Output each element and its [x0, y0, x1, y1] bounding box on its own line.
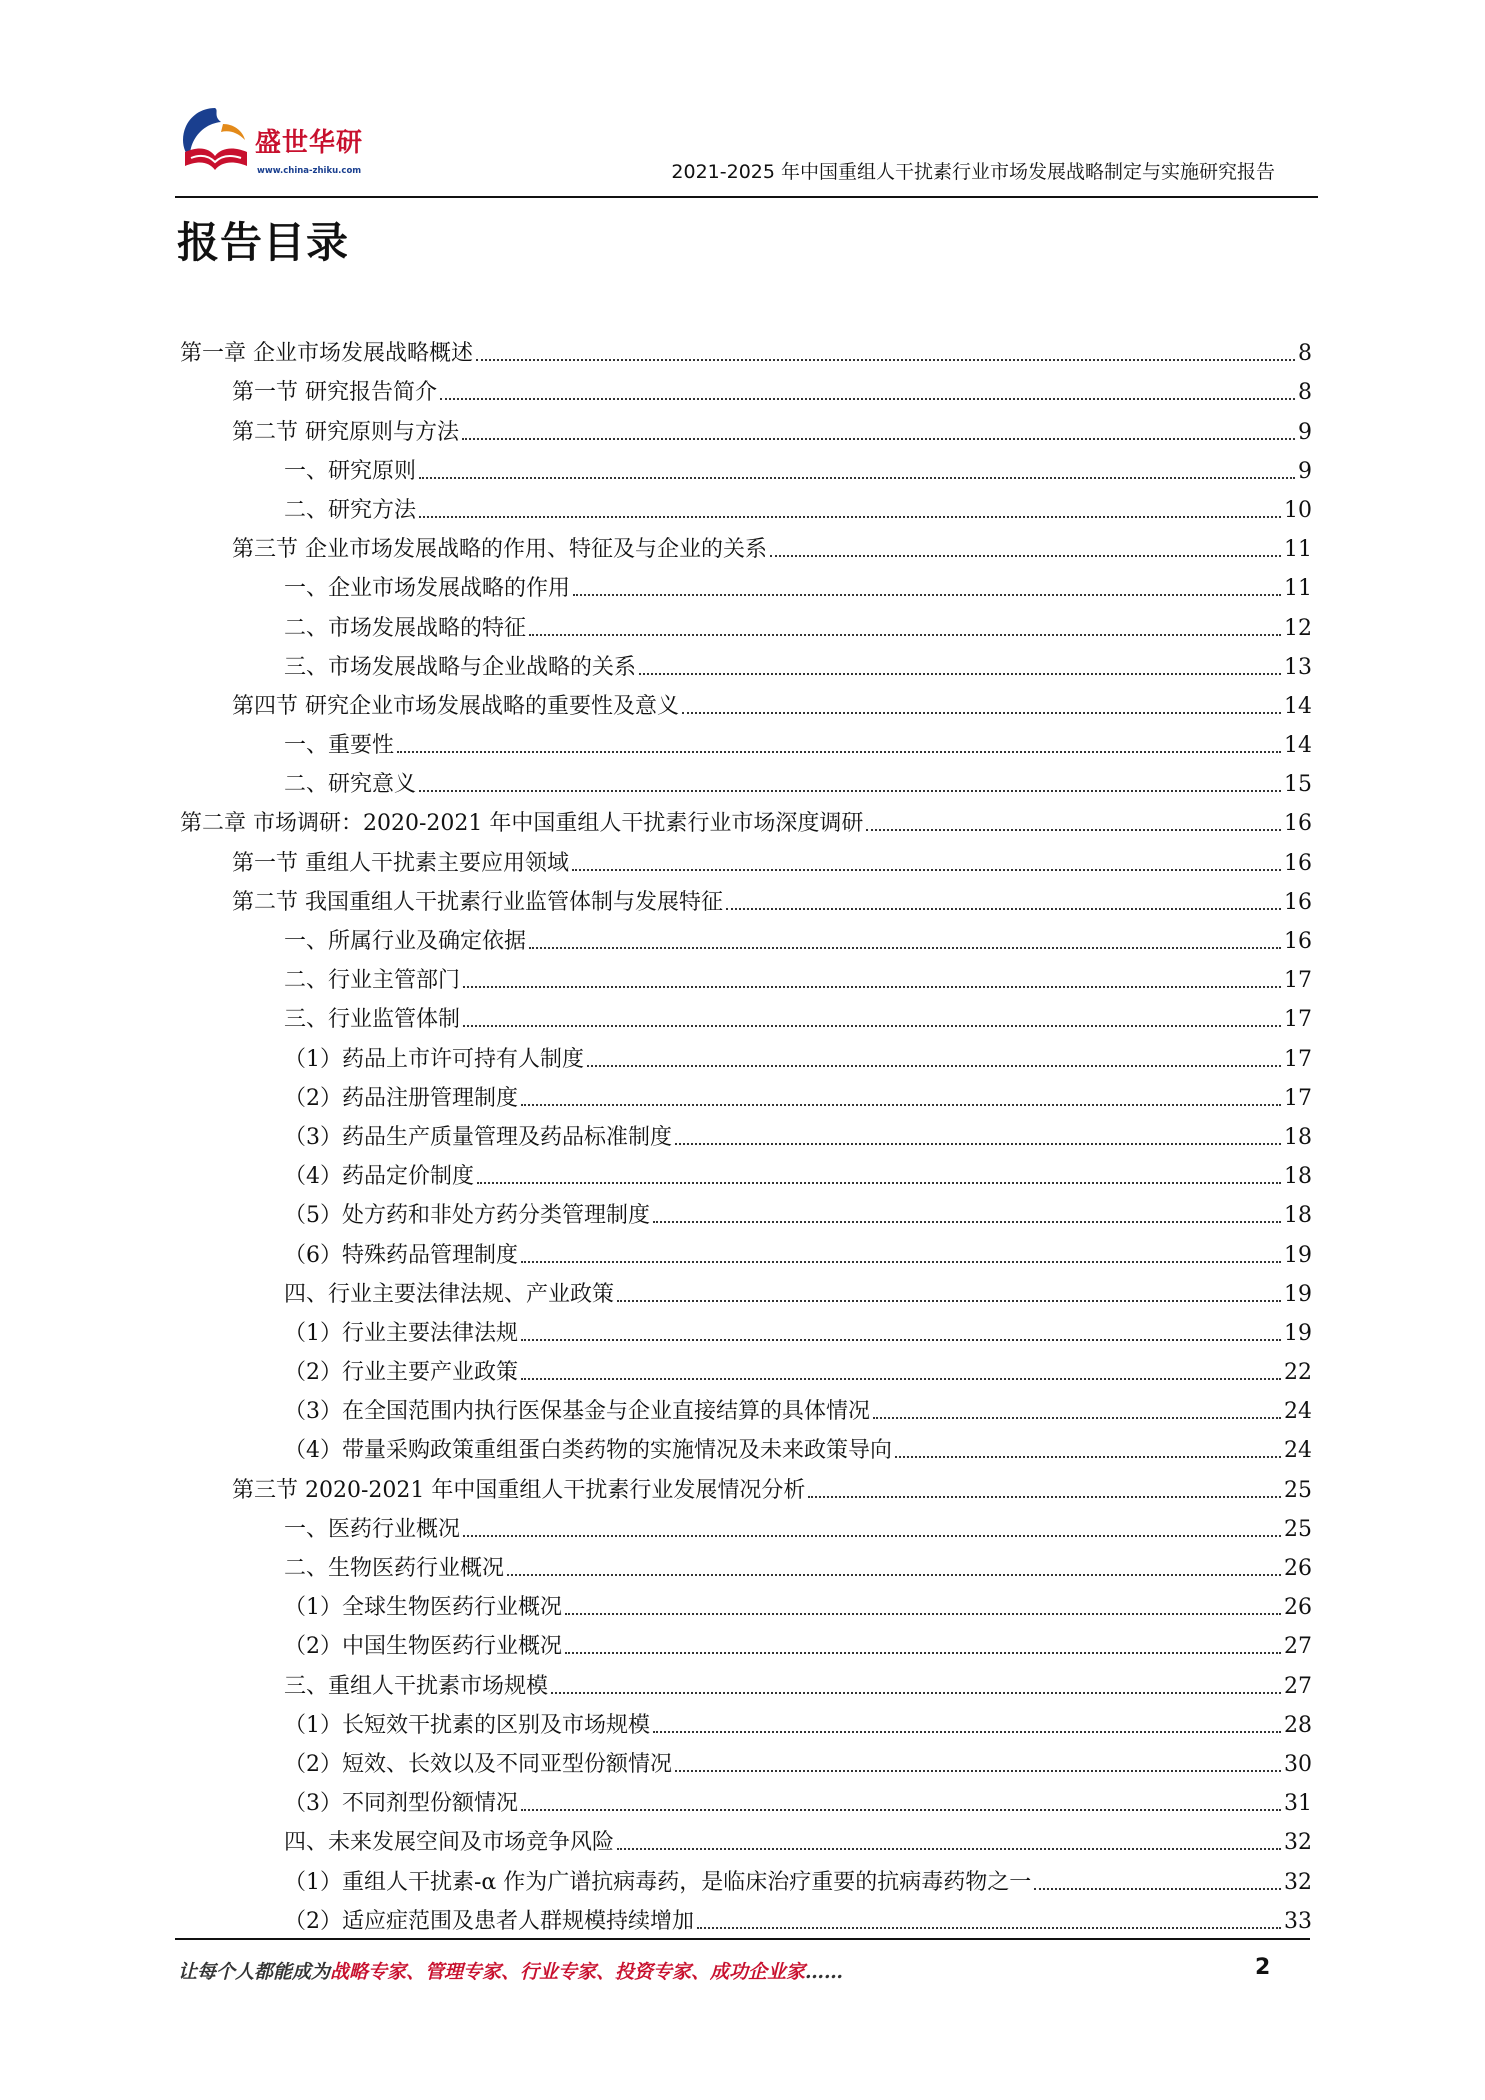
toc-entry[interactable]: [180, 798, 1312, 837]
toc-page-number: 24: [1284, 1399, 1312, 1425]
toc-entry[interactable]: [180, 367, 1312, 406]
header-divider: [175, 196, 1318, 198]
toc-entry-title: （2）药品注册管理制度: [284, 1085, 518, 1111]
toc-entry-title: 四、未来发展空间及市场竞争风险: [284, 1830, 615, 1856]
toc-page-number: 13: [1284, 654, 1312, 680]
toc-entry-title: （2）适应症范围及患者人群规模持续增加: [284, 1908, 694, 1934]
toc-entry[interactable]: [180, 1386, 1312, 1425]
toc-entry-title: 第三节 企业市场发展战略的作用、特征及与企业的关系: [232, 537, 767, 563]
toc-page-number: 18: [1284, 1203, 1312, 1229]
toc-entry-title: 一、企业市场发展战略的作用: [284, 576, 571, 602]
report-title: 2021-2025 年中国重组人干扰素行业市场发展战略制定与实施研究报告: [671, 161, 1275, 183]
toc-entry[interactable]: [180, 1660, 1312, 1699]
toc-page-number: 32: [1284, 1869, 1312, 1895]
toc-entry-title: 第二节 我国重组人干扰素行业监管体制与发展特征: [232, 889, 723, 915]
toc-entry-title: 一、所属行业及确定依据: [284, 929, 527, 954]
toc-entry[interactable]: [180, 1700, 1312, 1739]
toc-entry-title: 第四节 研究企业市场发展战略的重要性及意义: [232, 693, 679, 719]
toc-entry[interactable]: [180, 1308, 1312, 1347]
toc-dot-leader: [770, 555, 1281, 557]
toc-entry[interactable]: [180, 681, 1312, 720]
toc-page-number: 25: [1284, 1516, 1312, 1542]
toc-entry[interactable]: [180, 1269, 1312, 1308]
toc-entry[interactable]: [180, 1229, 1312, 1268]
toc-entry-title: （3）药品生产质量管理及药品标准制度: [284, 1124, 672, 1150]
toc-entry[interactable]: [180, 1112, 1312, 1151]
toc-entry-title: 第二章 市场调研：2020-2021 年中国重组人干扰素行业市场深度调研: [180, 811, 864, 837]
toc-entry-title: 四、行业主要法律法规、产业政策: [284, 1281, 615, 1307]
logo-url: www.china-zhiku.com: [257, 166, 362, 176]
page-number: 2: [1255, 1955, 1271, 1980]
toc-dot-leader: [529, 947, 1281, 949]
toc-dot-leader: [419, 516, 1281, 518]
toc-page-number: 19: [1284, 1320, 1312, 1346]
toc-page-number: 16: [1284, 889, 1312, 915]
toc-entry-title: （1）药品上市许可持有人制度: [284, 1046, 584, 1072]
toc-page-number: 17: [1284, 1046, 1312, 1072]
toc-dot-leader: [521, 1104, 1281, 1106]
toc-page-number: 17: [1284, 1085, 1312, 1111]
toc-entry-title: （3）不同剂型份额情况: [284, 1791, 518, 1817]
toc-dot-leader: [573, 594, 1281, 596]
toc-entry[interactable]: [180, 720, 1312, 759]
toc-entry[interactable]: [180, 1073, 1312, 1112]
slogan-prefix: 让每个人都能成为: [178, 1961, 331, 1983]
toc-dot-leader: [507, 1574, 1281, 1576]
toc-dot-leader: [565, 1613, 1281, 1615]
toc-entry-title: 三、行业监管体制: [284, 1007, 461, 1033]
toc-dot-leader: [653, 1731, 1281, 1733]
toc-entry-title: （1）重组人干扰素-α 作为广谱抗病毒药，是临床治疗重要的抗病毒药物之一: [284, 1869, 1032, 1895]
toc-entry-title: 第三节 2020-2021 年中国重组人干扰素行业发展情况分析: [232, 1477, 806, 1503]
toc-entry-title: 一、重要性: [284, 733, 395, 759]
toc-entry-title: （2）中国生物医药行业概况: [284, 1634, 562, 1660]
toc-page-number: 28: [1284, 1712, 1312, 1738]
table-of-contents: [180, 328, 1312, 1935]
toc-entry[interactable]: [180, 563, 1312, 602]
toc-dot-leader: [697, 1927, 1281, 1929]
toc-entry[interactable]: [180, 602, 1312, 641]
toc-heading: 报告目录: [177, 218, 350, 267]
toc-page-number: 27: [1284, 1673, 1312, 1699]
toc-entry[interactable]: [180, 1504, 1312, 1543]
toc-dot-leader: [808, 1496, 1281, 1498]
toc-entry-title: （2）行业主要产业政策: [284, 1360, 518, 1386]
toc-page-number: 30: [1284, 1751, 1312, 1777]
toc-entry[interactable]: [180, 406, 1312, 445]
toc-entry-title: （4）带量采购政策重组蛋白类药物的实施情况及未来政策导向: [284, 1438, 892, 1464]
toc-page-number: 26: [1284, 1556, 1312, 1581]
toc-page-number: 33: [1284, 1908, 1312, 1934]
toc-entry-title: （1）全球生物医药行业概况: [284, 1595, 562, 1621]
toc-entry[interactable]: [180, 1190, 1312, 1229]
toc-page-number: 16: [1284, 850, 1312, 876]
toc-entry[interactable]: [180, 1817, 1312, 1856]
toc-entry[interactable]: [180, 1896, 1312, 1935]
toc-entry[interactable]: [180, 485, 1312, 524]
toc-page-number: 18: [1284, 1124, 1312, 1150]
toc-page-number: 12: [1284, 615, 1312, 641]
toc-dot-leader: [895, 1456, 1281, 1458]
toc-entry[interactable]: [180, 524, 1312, 563]
toc-entry[interactable]: [180, 837, 1312, 876]
toc-page-number: 32: [1284, 1830, 1312, 1856]
toc-page-number: 16: [1284, 811, 1312, 837]
toc-dot-leader: [675, 1143, 1281, 1145]
toc-dot-leader: [1034, 1888, 1281, 1890]
toc-entry-title: （1）长短效干扰素的区别及市场规模: [284, 1712, 650, 1738]
toc-page-number: 8: [1298, 380, 1312, 406]
toc-page-number: 17: [1284, 1007, 1312, 1033]
toc-entry-title: 一、研究原则: [284, 458, 417, 484]
toc-page-number: 11: [1284, 537, 1312, 563]
toc-entry-title: 二、生物医药行业概况: [284, 1556, 505, 1581]
toc-entry[interactable]: [180, 1151, 1312, 1190]
toc-entry[interactable]: [180, 642, 1312, 681]
toc-entry[interactable]: [180, 1621, 1312, 1660]
toc-dot-leader: [463, 986, 1281, 988]
toc-entry-title: 二、市场发展战略的特征: [284, 615, 527, 641]
toc-page-number: 9: [1298, 458, 1312, 484]
toc-dot-leader: [617, 1300, 1281, 1302]
toc-entry[interactable]: [180, 446, 1312, 485]
toc-entry-title: 第一节 重组人干扰素主要应用领域: [232, 850, 569, 876]
toc-dot-leader: [682, 712, 1281, 714]
toc-entry-title: 三、市场发展战略与企业战略的关系: [284, 654, 637, 680]
toc-page-number: 22: [1284, 1360, 1312, 1386]
toc-dot-leader: [675, 1770, 1281, 1772]
footer-divider: [175, 1938, 1310, 1940]
toc-dot-leader: [551, 1692, 1281, 1694]
toc-dot-leader: [617, 1848, 1281, 1850]
toc-entry-title: 第二节 研究原则与方法: [232, 419, 459, 445]
toc-entry[interactable]: [180, 1582, 1312, 1621]
toc-dot-leader: [653, 1221, 1281, 1223]
toc-dot-leader: [639, 673, 1281, 675]
toc-dot-leader: [866, 829, 1281, 831]
toc-page-number: 14: [1284, 733, 1312, 759]
toc-page-number: 15: [1284, 772, 1312, 798]
toc-page-number: 11: [1284, 576, 1312, 602]
toc-entry-title: 一、医药行业概况: [284, 1516, 461, 1542]
logo-book-icon: [175, 102, 255, 180]
toc-dot-leader: [419, 790, 1281, 792]
toc-entry-title: 第一章 企业市场发展战略概述: [180, 341, 473, 367]
toc-entry[interactable]: [180, 1778, 1312, 1817]
toc-entry[interactable]: [180, 1425, 1312, 1464]
toc-entry-title: 第一节 研究报告简介: [232, 380, 437, 406]
toc-entry[interactable]: [180, 1347, 1312, 1386]
slogan-suffix: ……: [805, 1961, 844, 1983]
toc-dot-leader: [873, 1417, 1281, 1419]
toc-dot-leader: [397, 751, 1281, 753]
toc-page-number: 17: [1284, 968, 1312, 994]
toc-page-number: 19: [1284, 1281, 1312, 1307]
toc-page-number: 26: [1284, 1595, 1312, 1621]
toc-dot-leader: [463, 1025, 1281, 1027]
toc-page-number: 19: [1284, 1242, 1312, 1268]
toc-entry[interactable]: [180, 1543, 1312, 1582]
logo-text: 盛世华研: [255, 128, 364, 158]
toc-dot-leader: [463, 1535, 1281, 1537]
toc-page-number: 8: [1298, 341, 1312, 367]
toc-dot-leader: [521, 1809, 1281, 1811]
slogan-highlight: 战略专家、管理专家、行业专家、投资专家、成功企业家: [330, 1961, 806, 1983]
toc-page-number: 31: [1284, 1791, 1312, 1817]
toc-page-number: 18: [1284, 1164, 1312, 1190]
toc-entry[interactable]: [180, 994, 1312, 1033]
toc-dot-leader: [419, 477, 1295, 479]
toc-entry-title: 二、行业主管部门: [284, 968, 461, 994]
toc-page-number: 9: [1298, 419, 1312, 445]
toc-entry-title: （1）行业主要法律法规: [284, 1320, 518, 1346]
toc-page-number: 25: [1284, 1477, 1312, 1503]
toc-page-number: 24: [1284, 1438, 1312, 1464]
toc-entry-title: （6）特殊药品管理制度: [284, 1242, 518, 1268]
toc-entry-title: （4）药品定价制度: [284, 1164, 474, 1190]
footer-slogan: [178, 1957, 843, 1984]
toc-entry[interactable]: [180, 759, 1312, 798]
toc-page-number: 27: [1284, 1634, 1312, 1660]
toc-entry-title: 二、研究方法: [284, 497, 417, 523]
toc-entry[interactable]: [180, 877, 1312, 916]
toc-dot-leader: [462, 438, 1295, 440]
company-logo: [175, 100, 395, 190]
toc-entry[interactable]: [180, 955, 1312, 994]
toc-entry[interactable]: [180, 1739, 1312, 1778]
toc-dot-leader: [521, 1339, 1281, 1341]
toc-dot-leader: [477, 1182, 1281, 1184]
toc-entry-title: 二、研究意义: [284, 772, 417, 798]
toc-entry-title: （2）短效、长效以及不同亚型份额情况: [284, 1751, 672, 1777]
toc-dot-leader: [572, 869, 1281, 871]
toc-entry[interactable]: [180, 1033, 1312, 1072]
toc-entry[interactable]: [180, 328, 1312, 367]
page-header: [175, 100, 1320, 196]
toc-page-number: 10: [1284, 497, 1312, 523]
toc-entry[interactable]: [180, 1464, 1312, 1503]
toc-entry[interactable]: [180, 916, 1312, 955]
toc-entry-title: 三、重组人干扰素市场规模: [284, 1673, 549, 1699]
toc-entry-title: （5）处方药和非处方药分类管理制度: [284, 1203, 650, 1229]
toc-dot-leader: [529, 634, 1281, 636]
toc-dot-leader: [565, 1652, 1281, 1654]
toc-dot-leader: [521, 1378, 1281, 1380]
toc-entry[interactable]: [180, 1856, 1312, 1895]
toc-dot-leader: [587, 1065, 1281, 1067]
toc-dot-leader: [521, 1261, 1281, 1263]
toc-dot-leader: [440, 398, 1295, 400]
toc-page-number: 14: [1284, 693, 1312, 719]
toc-dot-leader: [726, 908, 1281, 910]
toc-entry-title: （3）在全国范围内执行医保基金与企业直接结算的具体情况: [284, 1399, 870, 1425]
toc-page-number: 16: [1284, 929, 1312, 954]
toc-dot-leader: [476, 359, 1295, 361]
